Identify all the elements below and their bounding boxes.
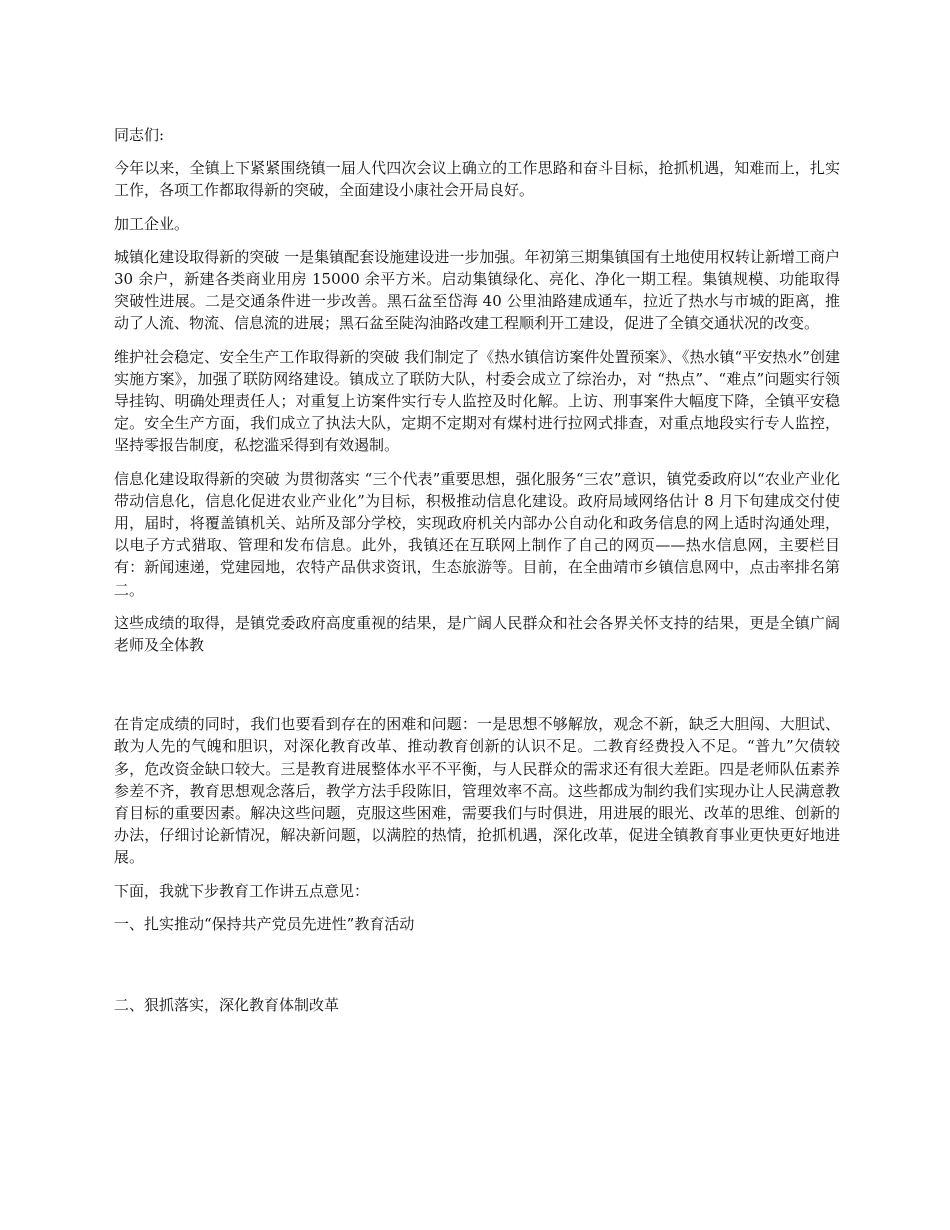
paragraph-stability-safety: 维护社会稳定、安全生产工作取得新的突破 我们制定了《热水镇信访案件处置预案》、《热水镇“平安热水”创建实施方案》，加强了联防网络建设。镇成立了联防大队，村委会成立了综治办，对 “热点”、“难点”问题实行领导挂钩、明确处理责任人；对重复上访案件实行专人监控及时化解。上访、刑事案件大幅度下降，全镇平安稳定。安全生产方面，我们成立了执法大队，定期不定期对有煤村进行拉网式排查，对重点地段实行专人监控，坚持零报告制度，私挖滥采得到有效遏制。 [114, 347, 840, 455]
paragraph-informatization: 信息化建设取得新的突破 为贯彻落实 “三个代表”重要思想，强化服务“三农”意识，镇党委政府以“农业产业化带动信息化，信息化促进农业产业化”为目标，积极推动信息化建设。政府局域网络估计 8 月下旬建成交付使用，届时，将覆盖镇机关、站所及部分学校，实现政府机关内部办公自动化和政务信息的网上适时沟通处理，以电子方式猎取、管理和发布信息。此外，我镇还在互联网上制作了自己的网页——热水信息网，主要栏目有：新闻速递，党建园地，农特产品供求资讯，生态旅游等。目前，在全曲靖市乡镇信息网中，点击率排名第二。 [114, 469, 840, 599]
paragraph-achievements: 这些成绩的取得，是镇党委政府高度重视的结果，是广阔人民群众和社会各界关怀支持的结果，更是全镇广阔老师及全体教 [114, 613, 840, 655]
heading-section-2: 二、狠抓落实，深化教育体制改革 [114, 996, 340, 1015]
salutation: 同志们: [114, 126, 165, 144]
blank-gap [114, 946, 840, 994]
paragraph-intro-opinions: 下面，我就下步教育工作讲五点意见： [114, 881, 370, 900]
paragraph-problems: 在肯定成绩的同时，我们也要看到存在的困难和问题：一是思想不够解放，观念不新，缺乏大胆闯、大胆试、敢为人先的气魄和胆识，对深化教育改革、推动教育创新的认识不足。二教育经费投入不足。“普九”欠债较多，危改资金缺口较大。三是教育进展整体水平不平衡，与人民群众的需求还有很大差距。四是老师队伍素养参差不齐，教育思想观念落后，教学方法手段陈旧，管理效率不高。这些都成为制约我们实现办让人民满意教育目标的重要因素。解决这些问题，克服这些困难，需要我们与时俱进，用进展的眼光、改革的思维、创新的办法，仔细讨论新情况，解决新问题，以满腔的热情，抢抓机遇，深化改革，促进全镇教育事业更快更好地进展。 [114, 715, 840, 867]
heading-section-1: 一、扎实推动“保持共产党员先进性”教育活动 [114, 914, 415, 933]
paragraph-urbanization: 城镇化建设取得新的突破 一是集镇配套设施建设进一步加强。年初第三期集镇国有土地使用权转让新增工商户 30 余户，新建各类商业用房 15000 余平方米。启动集镇绿化、亮化、净化一期工程。集镇规模、功能取得突破性进展。二是交通条件进一步改善。黑石盆至岱海 40 公里油路建成通车，拉近了热水与市城的距离，推动了人流、物流、信息流的进展；黑石盆至陡沟油路改建工程顺利开工建设，促进了全镇交通状况的改变。 [114, 247, 840, 333]
paragraph-opening: 今年以来，全镇上下紧紧围绕镇一届人代四次会议上确立的工作思路和奋斗目标，抢抓机遇，知难而上，扎实工作，各项工作都取得新的突破，全面建设小康社会开局良好。 [114, 159, 840, 200]
blank-gap [114, 667, 840, 713]
paragraph-enterprise: 加工企业。 [114, 214, 190, 233]
document-body [114, 124, 840, 1027]
